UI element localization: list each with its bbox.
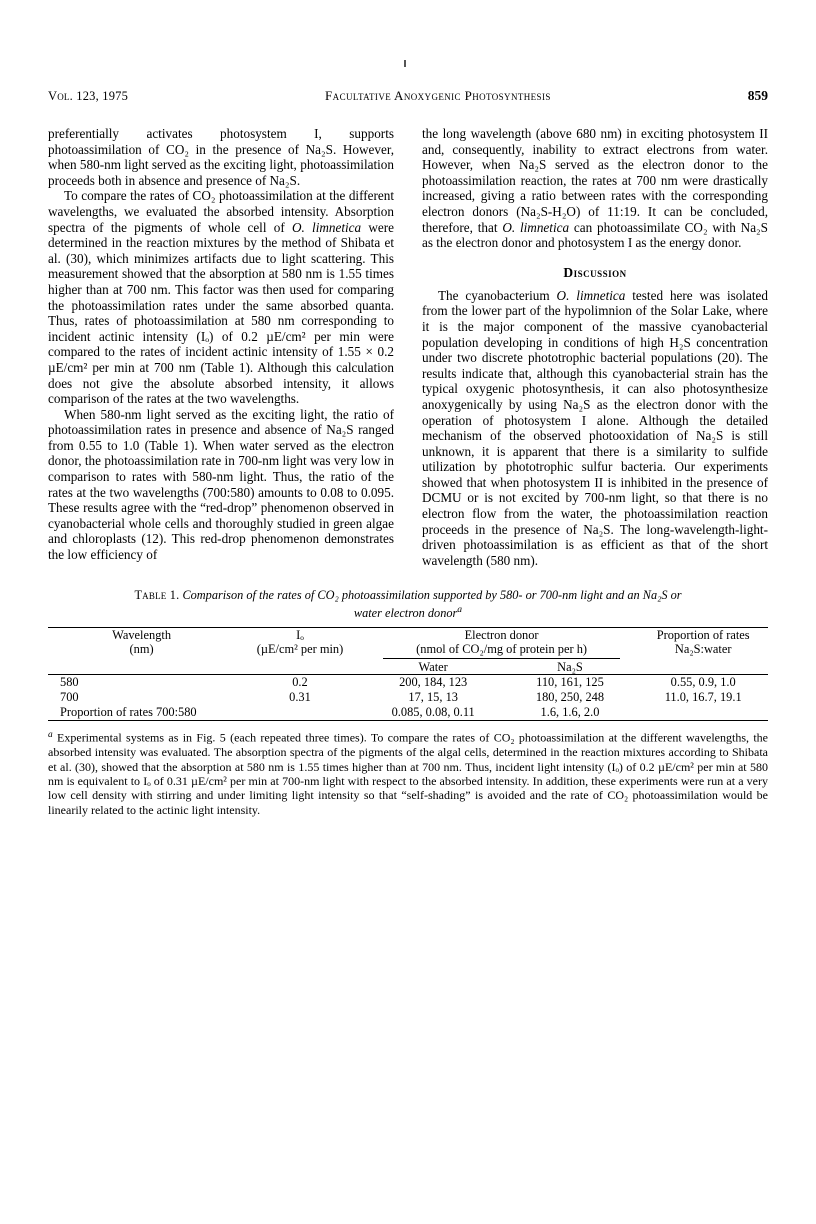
header-proportion bbox=[638, 628, 768, 675]
header-wavelength-label: Wavelength bbox=[112, 628, 172, 643]
table-bottom-rule bbox=[48, 720, 768, 721]
running-head bbox=[48, 88, 768, 104]
table-footnote-marker: a bbox=[48, 730, 53, 741]
header-intensity-label: Iₒ bbox=[296, 628, 304, 643]
results-table bbox=[48, 627, 768, 720]
table-row bbox=[48, 675, 768, 691]
header-wavelength bbox=[48, 628, 235, 675]
paragraph: The cyanobacterium O. limnetica tested here was isolated from the lower part of the hypolimnion of the Solar Lake, where it is the major component of the massive cyanobacterial population developing in conditions of high H₂S concentration under two discrete phototrophic bacterial populations (20). The results indicate that, although this cyanobacterial strain has the typical oxygenic photosynthesis, it can also photosynthesize anoxygenically by using Na₂S as the electron donor with the operation of photosystem I alone. Although the detailed mechanism of the observed photooxidation of Na₂S is still unknown, it is apparent that there is a similarity to sulfide utilization by phototrophic sulfur bacteria. Our experiments showed that when photosystem II is inhibited in the presence of DCMU or is not excited by 700-nm light, so that there is no electron flow from the water, the photoassimilation reaction proceeds in the presence of Na₂S. The long-wavelength-light-driven photoassimilation is as efficient as that of the short wavelength (580 nm). bbox=[422, 287, 768, 568]
cell-proportion-water: 0.085, 0.08, 0.11 bbox=[391, 705, 475, 720]
table-caption-marker: a bbox=[457, 604, 463, 616]
subheader-water: Water bbox=[418, 660, 448, 675]
cell-intensity: 0.2 bbox=[235, 675, 365, 691]
subheader-na2s: Na₂S bbox=[557, 660, 583, 675]
right-column bbox=[422, 126, 768, 568]
header-intensity-unit: (µE/cm² per min) bbox=[256, 642, 344, 657]
cell-water: 17, 15, 13 bbox=[408, 690, 458, 705]
paragraph: When 580-nm light served as the exciting light, the ratio of photoassimilation rates in presence and absence of Na₂S ranged from 0.55 to 1.0 (Table 1). When water served as the electron donor, the photoassimilation rate in 700-nm light was very low in comparison to rates with 580-nm light. Thus, the ratio of the rates at the two wavelengths (700:580) amounts to 0.08 to 0.095. These results agree with the “red-drop” phenomenon observed in cyanobacterial whole cells and thoroughly studied in green algae and chloroplasts (12). This red-drop phenomenon demonstrates the low efficiency of bbox=[48, 406, 394, 563]
header-proportion-sub: Na₂S:water bbox=[674, 642, 732, 657]
cell-proportion-intensity bbox=[235, 705, 365, 720]
header-wavelength-unit: (nm) bbox=[129, 642, 154, 657]
cell-proportion-label: Proportion of rates 700:580 bbox=[60, 705, 197, 720]
two-column-body bbox=[48, 126, 768, 568]
left-column bbox=[48, 126, 394, 568]
header-intensity bbox=[235, 628, 365, 675]
volume-label: Vol. 123, 1975 bbox=[48, 89, 129, 103]
table-footer-row bbox=[48, 705, 768, 720]
table-header-row bbox=[48, 628, 768, 661]
table-caption-line2: water electron donor bbox=[353, 605, 458, 620]
table-footnote bbox=[48, 728, 768, 816]
cell-water: 200, 184, 123 bbox=[365, 675, 502, 691]
cell-na2s: 110, 161, 125 bbox=[502, 675, 639, 691]
header-electron-donor-label: Electron donor bbox=[464, 628, 539, 643]
paragraph: preferentially activates photosystem I, supports photoassimilation of CO₂ in the presence of Na₂S. However, when 580-nm light served as the exciting light, photoassimilation proceeds both in absence and presence of Na₂S. bbox=[48, 126, 394, 188]
table-block bbox=[48, 588, 768, 816]
section-heading-discussion: Discussion bbox=[563, 264, 627, 280]
cell-proportion: 0.55, 0.9, 1.0 bbox=[638, 675, 768, 691]
cell-proportion-na2s: 1.6, 1.6, 2.0 bbox=[540, 705, 600, 720]
running-title: Facultative Anoxygenic Photosynthesis bbox=[325, 88, 551, 103]
paragraph: the long wavelength (above 680 nm) in exciting photosystem II and, consequently, inability to extract electrons from water. However, when Na₂S served as the electron donor to the photoassimilation reaction, the rates at 700 nm were drastically increased, giving a ratio between rates with the corresponding electron donors (Na₂S-H₂O) of 11:19. It can be concluded, therefore, that O. limnetica can photoassimilate CO₂ with Na₂S as the electron donor and photosystem I as the energy donor. bbox=[422, 126, 768, 251]
table-row bbox=[48, 690, 768, 705]
page-number: 859 bbox=[747, 88, 768, 103]
crop-mark bbox=[404, 60, 406, 67]
table-label: Table 1. bbox=[134, 588, 180, 603]
header-electron-donor bbox=[365, 628, 639, 661]
table-caption bbox=[58, 588, 758, 620]
cell-intensity: 0.31 bbox=[289, 690, 311, 705]
header-electron-donor-unit: (nmol of CO₂/mg of protein per h) bbox=[416, 642, 588, 657]
table-caption-line1: Comparison of the rates of CO₂ photoassimilation supported by 580- or 700-nm light and an Na₂S or bbox=[182, 588, 682, 603]
paragraph: To compare the rates of CO₂ photoassimilation at the different wavelengths, we evaluated the absorbed intensity. Absorption spectra of the pigments of whole cell of O. limnetica were determined in the reaction mixtures by the method of Shibata et al. (30), which minimizes artifacts due to light scattering. This measurement showed that the absorption at 580 nm is 1.55 times higher than at 700 nm. This factor was then used for comparing the photoassimilation rates under the same absorbed quanta. Thus, rates of photoassimilation at 580 nm corresponding to incident actinic intensity (Iₒ) of 0.2 µE/cm² per min were compared to the rates of incident actinic intensity of 1.55 × 0.2 µE/cm² per min at 700 nm (Table 1). Although this calculation does not give the absolute absorbed intensity, it allows comparison of the rates at the two wavelengths. bbox=[48, 188, 394, 407]
cell-na2s: 180, 250, 248 bbox=[535, 690, 605, 705]
header-proportion-label: Proportion of rates bbox=[656, 628, 750, 643]
cell-proportion-empty bbox=[638, 705, 768, 720]
cell-proportion: 11.0, 16.7, 19.1 bbox=[664, 690, 742, 705]
header-span-rule bbox=[383, 658, 621, 659]
page-content bbox=[48, 88, 768, 817]
table-footnote-text: Experimental systems as in Fig. 5 (each repeated three times). To compare the rates of CO₂ photoassimilation at the different wavelengths, the absorbed intensity was evaluated. The absorption spectra of the pigments of the algal cells, determined in the reaction mixtures according to Shibata et al. (30), showed that the absorption at 580 nm is 1.55 times higher than at 700 nm. Thus, incident light intensity (Iₒ) of 0.2 µE/cm² per min at 580 nm is equivalent to Iₒ of 0.31 µE/cm² per min at 700-nm light with respect to the absorbed intensity. In addition, these experiments were run at a very low cell density with stirring and under limiting light intensity so that “self-shading” is avoided and the rate of CO₂ photoassimilation would be linearily related to the actinic light intensity. bbox=[48, 731, 769, 817]
cell-wavelength: 580 bbox=[48, 675, 235, 691]
cell-wavelength: 700 bbox=[60, 690, 79, 705]
